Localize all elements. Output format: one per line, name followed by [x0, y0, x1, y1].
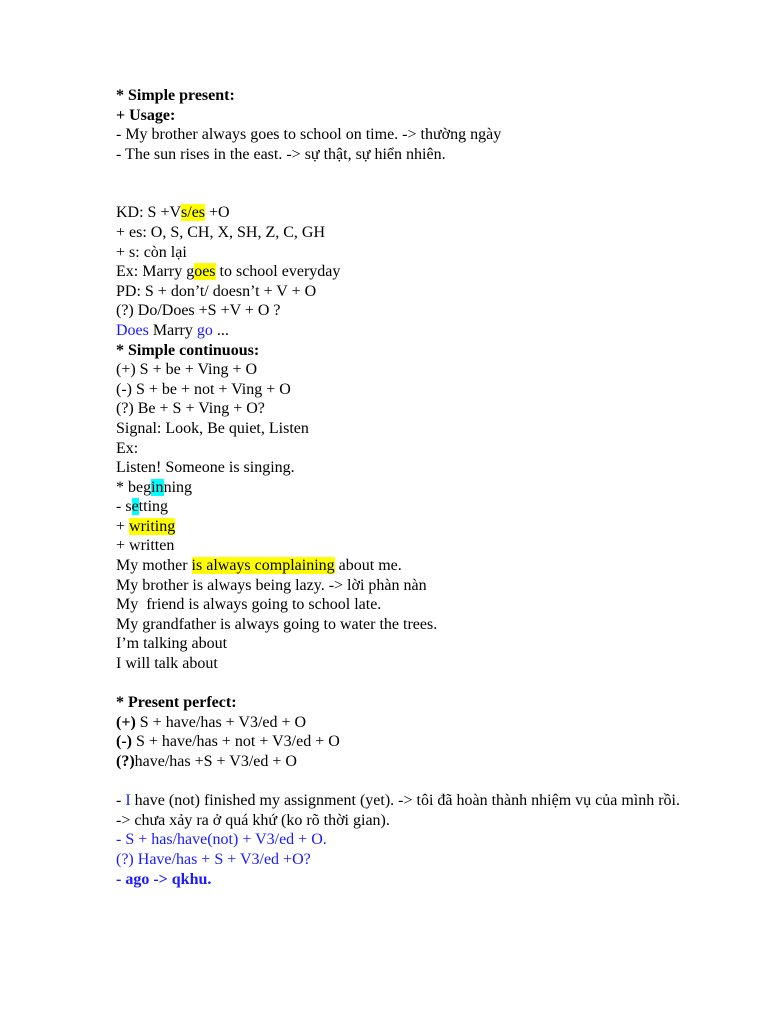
continuous-positive: (+) S + be + Ving + O — [116, 361, 258, 379]
usage-example-2: - The sun rises in the east. -> sự thật, sự hiển nhiên. — [116, 145, 446, 163]
question-formula: (?) Do/Does +S +V + O ? — [116, 302, 281, 320]
assignment-example: - I have (not) finished my assignment (yet). -> tôi đã hoàn thành nhiệm vụ của mình rồi. — [116, 792, 680, 810]
highlight-always-complaining: is always complaining — [191, 557, 335, 575]
document-page — [116, 86, 716, 889]
usage-label: + Usage: — [116, 106, 176, 124]
continuous-question: (?) Be + S + Ving + O? — [116, 400, 265, 418]
mother-example: My mother is always complaining about me. — [116, 557, 402, 575]
s-rule: + s: còn lại — [116, 243, 187, 261]
written-word: + written — [116, 537, 175, 555]
setting-word: - setting — [116, 498, 169, 516]
highlight-s-es: s/es — [181, 204, 206, 222]
perfect-positive: (+) S + have/has + V3/ed + O — [116, 713, 307, 731]
friend-example: My friend is always going to school late. — [116, 596, 382, 614]
kd-formula: KD: S +Vs/es +O — [116, 204, 230, 222]
highlight-e: e — [131, 498, 139, 516]
beginning-word: * beginning — [116, 478, 193, 496]
es-rule: + es: O, S, CH, X, SH, Z, C, GH — [116, 223, 326, 241]
writing-word: + writing — [116, 517, 176, 535]
past-note: -> chưa xảy ra ở quá khứ (ko rõ thời gian). — [116, 811, 390, 829]
perfect-negative: (-) S + have/has + not + V3/ed + O — [116, 733, 340, 751]
pd-formula: PD: S + don’t/ doesn’t + V + O — [116, 282, 317, 300]
does-marry-go: Does Marry go ... — [116, 321, 229, 339]
brother-lazy-example: My brother is always being lazy. -> lời phàn nàn — [116, 576, 427, 594]
continuous-negative: (-) S + be + not + Ving + O — [116, 380, 291, 398]
signal-words: Signal: Look, Be quiet, Listen — [116, 419, 309, 437]
simple-present-heading: * Simple present: — [116, 87, 235, 104]
perfect-question-blue: (?) Have/has + S + V3/ed +O? — [116, 850, 311, 868]
grandfather-example: My grandfather is always going to water the trees. — [116, 615, 438, 633]
ago-note: - ago -> qkhu. — [116, 870, 212, 888]
perfect-question: (?)have/has +S + V3/ed + O — [116, 753, 297, 770]
present-perfect-heading: * Present perfect: — [116, 694, 237, 712]
will-talk-about: I will talk about — [116, 655, 218, 673]
example-goes: Ex: Marry goes to school everyday — [116, 263, 341, 281]
listen-example: Listen! Someone is singing. — [116, 459, 295, 477]
talking-about: I’m talking about — [116, 635, 228, 653]
usage-example-1: - My brother always goes to school on time. -> thường ngày — [116, 126, 502, 144]
perfect-rule-blue: - S + has/have(not) + V3/ed + O. — [116, 831, 327, 849]
highlight-writing: writing — [129, 517, 176, 535]
ex-label: Ex: — [116, 439, 139, 457]
highlight-oes: oes — [194, 263, 216, 281]
simple-continuous-heading: * Simple continuous: — [116, 341, 260, 359]
highlight-in: in — [151, 478, 164, 496]
